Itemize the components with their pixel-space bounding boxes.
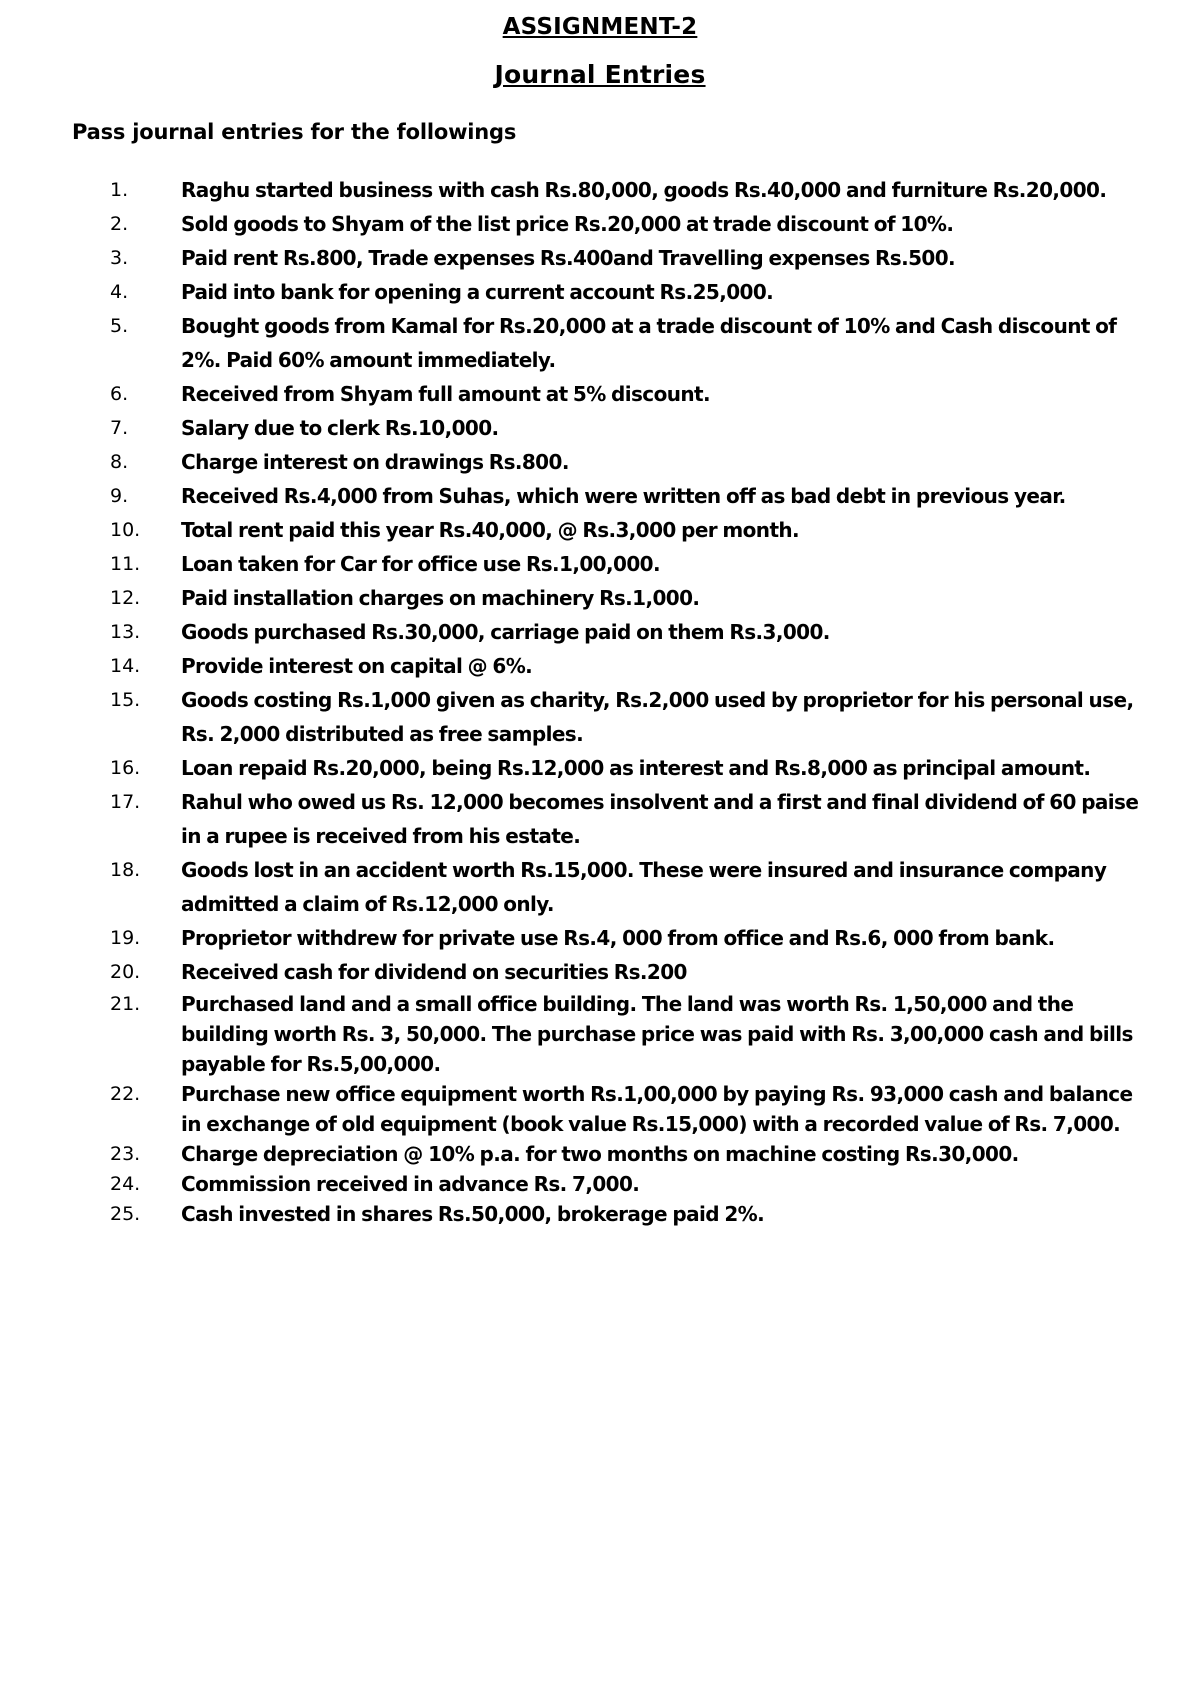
item-text: Total rent paid this year Rs.40,000, @ Rs.3,000 per month. <box>181 518 800 542</box>
item-text: Charge depreciation @ 10% p.a. for two months on machine costing Rs.30,000. <box>181 1142 1019 1166</box>
list-item <box>0 921 1200 955</box>
list-item <box>0 513 1200 547</box>
list-item <box>0 955 1200 989</box>
item-number: 5. <box>110 315 129 337</box>
list-item <box>0 207 1200 241</box>
item-number: 14. <box>110 655 141 677</box>
item-number: 12. <box>110 587 141 609</box>
list-item <box>0 547 1200 581</box>
item-text: Paid into bank for opening a current account Rs.25,000. <box>181 280 774 304</box>
list-item <box>0 1169 1200 1199</box>
page-subtitle: Journal Entries <box>494 60 706 89</box>
item-text: Sold goods to Shyam of the list price Rs.20,000 at trade discount of 10%. <box>181 212 954 236</box>
item-number: 21. <box>110 993 141 1015</box>
list-item <box>0 275 1200 309</box>
item-text: Bought goods from Kamal for Rs.20,000 at a trade discount of 10% and Cash discount of 2%. Paid 60% amount immediately. <box>181 314 1117 372</box>
item-text: Salary due to clerk Rs.10,000. <box>181 416 499 440</box>
item-text: Received from Shyam full amount at 5% discount. <box>181 382 710 406</box>
item-text: Provide interest on capital @ 6%. <box>181 654 533 678</box>
item-text: Loan repaid Rs.20,000, being Rs.12,000 as interest and Rs.8,000 as principal amount. <box>181 756 1091 780</box>
item-number: 10. <box>110 519 141 541</box>
item-number: 20. <box>110 961 141 983</box>
item-number: 22. <box>110 1083 141 1105</box>
item-text: Paid rent Rs.800, Trade expenses Rs.400and Travelling expenses Rs.500. <box>181 246 956 270</box>
item-number: 6. <box>110 383 129 405</box>
item-text: Purchased land and a small office building. The land was worth Rs. 1,50,000 and the building worth Rs. 3, 50,000. The purchase price was paid with Rs. 3,00,000 cash and bills payable for Rs.5,00,000. <box>181 992 1133 1076</box>
list-item <box>0 411 1200 445</box>
list-item <box>0 751 1200 785</box>
item-text: Cash invested in shares Rs.50,000, brokerage paid 2%. <box>181 1202 765 1226</box>
item-text: Purchase new office equipment worth Rs.1,00,000 by paying Rs. 93,000 cash and balance in exchange of old equipment (book value Rs.15,000) with a recorded value of Rs. 7,000. <box>181 1082 1133 1136</box>
item-number: 18. <box>110 859 141 881</box>
page-title: ASSIGNMENT-2 <box>502 14 698 40</box>
list-item <box>0 1199 1200 1229</box>
item-number: 24. <box>110 1173 141 1195</box>
item-text: Received Rs.4,000 from Suhas, which were written off as bad debt in previous year. <box>181 484 1066 508</box>
item-text: Paid installation charges on machinery Rs.1,000. <box>181 586 700 610</box>
item-number: 1. <box>110 179 129 201</box>
item-text: Goods costing Rs.1,000 given as charity, Rs.2,000 used by proprietor for his personal use, Rs. 2,000 distributed as free samples. <box>181 688 1134 746</box>
item-text: Proprietor withdrew for private use Rs.4, 000 from office and Rs.6, 000 from bank. <box>181 926 1055 950</box>
item-text: Goods purchased Rs.30,000, carriage paid on them Rs.3,000. <box>181 620 830 644</box>
list-item <box>0 989 1200 1079</box>
item-number: 23. <box>110 1143 141 1165</box>
list-item <box>0 173 1200 207</box>
list-item <box>0 683 1200 751</box>
item-number: 2. <box>110 213 129 235</box>
item-number: 25. <box>110 1203 141 1225</box>
list-item <box>0 377 1200 411</box>
list-item <box>0 785 1200 853</box>
item-number: 13. <box>110 621 141 643</box>
list-item <box>0 649 1200 683</box>
list-item <box>0 615 1200 649</box>
item-number: 15. <box>110 689 141 711</box>
question-list <box>0 173 1200 1229</box>
list-item <box>0 853 1200 921</box>
item-text: Received cash for dividend on securities Rs.200 <box>181 960 687 984</box>
instruction-text: Pass journal entries for the followings <box>72 120 517 144</box>
item-text: Charge interest on drawings Rs.800. <box>181 450 569 474</box>
list-item <box>0 581 1200 615</box>
item-number: 19. <box>110 927 141 949</box>
item-text: Commission received in advance Rs. 7,000. <box>181 1172 640 1196</box>
item-number: 3. <box>110 247 129 269</box>
item-text: Raghu started business with cash Rs.80,000, goods Rs.40,000 and furniture Rs.20,000. <box>181 178 1107 202</box>
list-item <box>0 309 1200 377</box>
list-item <box>0 1139 1200 1169</box>
item-text: Goods lost in an accident worth Rs.15,000. These were insured and insurance company admitted a claim of Rs.12,000 only. <box>181 858 1107 916</box>
list-item <box>0 241 1200 275</box>
item-number: 9. <box>110 485 129 507</box>
item-number: 11. <box>110 553 141 575</box>
item-number: 7. <box>110 417 129 439</box>
item-text: Loan taken for Car for office use Rs.1,00,000. <box>181 552 660 576</box>
item-text: Rahul who owed us Rs. 12,000 becomes insolvent and a first and final dividend of 60 paise in a rupee is received from his estate. <box>181 790 1139 848</box>
list-item <box>0 479 1200 513</box>
list-item <box>0 445 1200 479</box>
item-number: 8. <box>110 451 129 473</box>
item-number: 4. <box>110 281 129 303</box>
item-number: 16. <box>110 757 141 779</box>
item-number: 17. <box>110 791 141 813</box>
list-item <box>0 1079 1200 1139</box>
